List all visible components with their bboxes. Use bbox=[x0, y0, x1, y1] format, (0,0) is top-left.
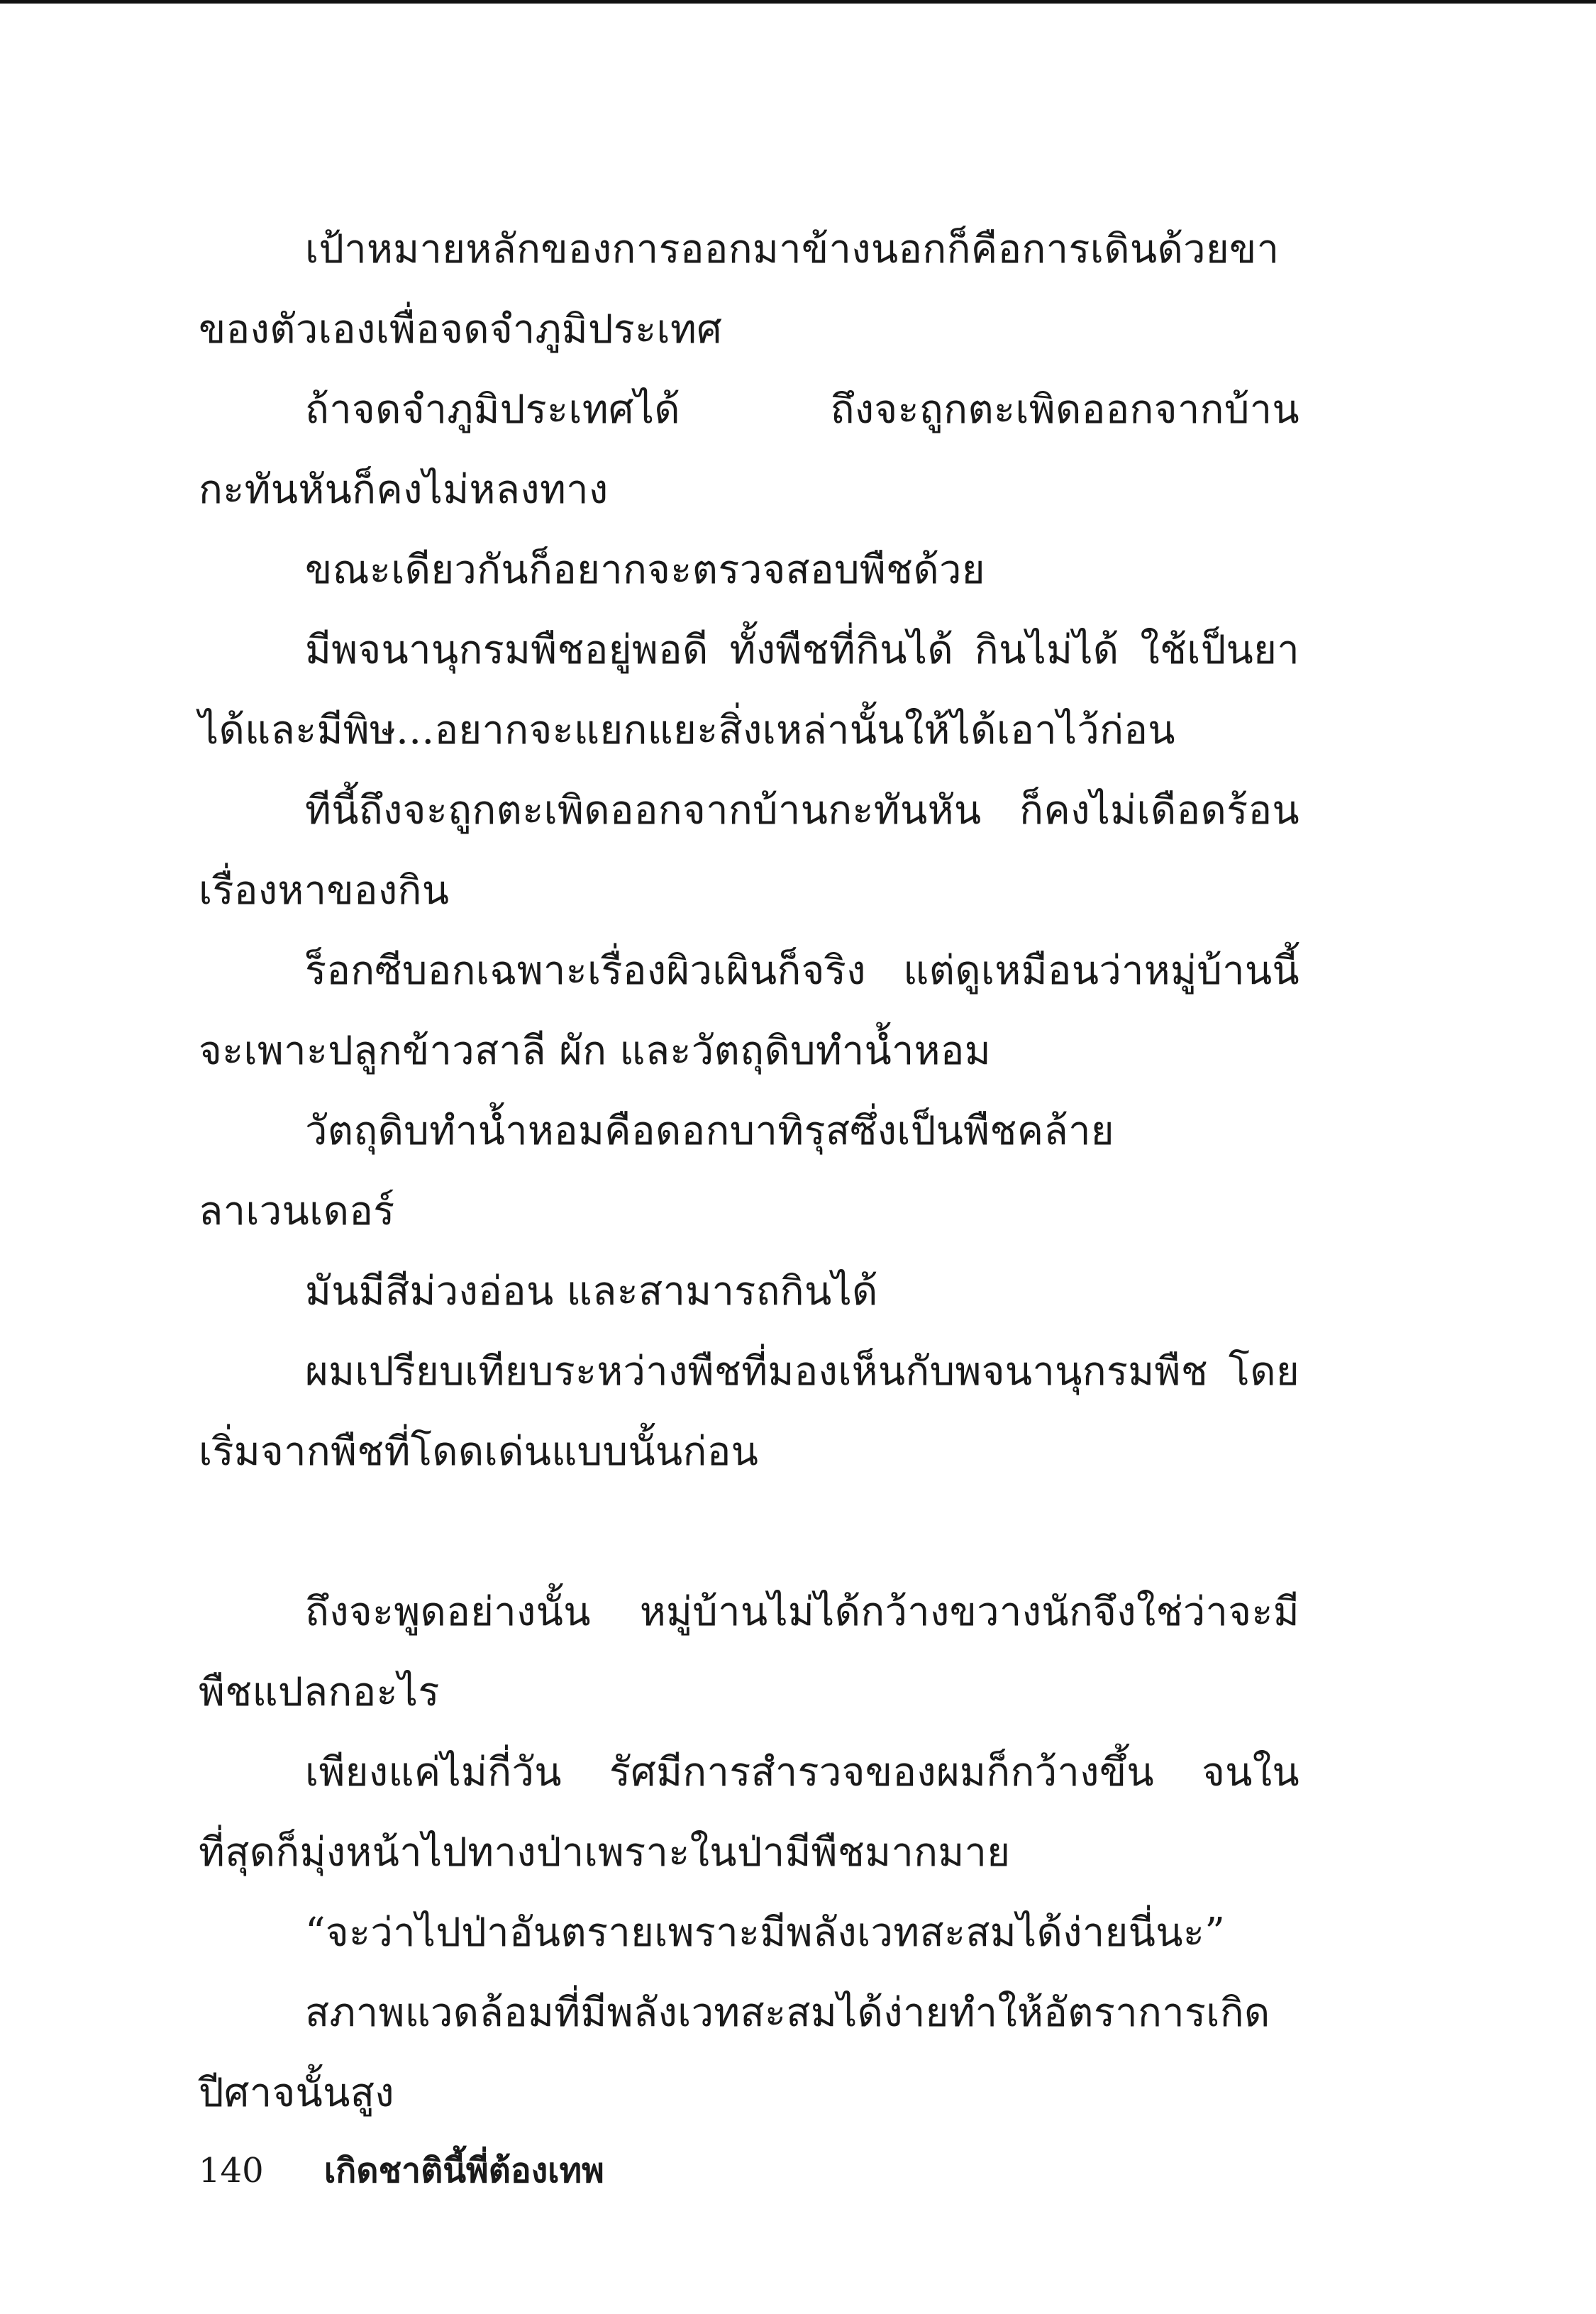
paragraph: วัตถุดิบทำน้ำหอมคือดอกบาทิรุสซึ่งเป็นพืชคล้ายลาเวนเดอร์ bbox=[199, 1108, 1114, 1234]
paragraph: มันมีสีม่วงอ่อน และสามารถกินได้ bbox=[305, 1268, 878, 1314]
paragraph: มีพจนานุกรมพืชอยู่พอดี ทั้งพืชที่กินได้ กินไม่ได้ ใช้เป็นยาได้และมีพิษ...อยากจะแยกแยะสิ่งเหล่านั้นให้ได้เอาไว้ก่อน bbox=[199, 627, 1299, 753]
paragraph: ทีนี้ถึงจะถูกตะเพิดออกจากบ้านกะทันหัน ก็คงไม่เดือดร้อนเรื่องหาของกิน bbox=[199, 787, 1299, 914]
body-text bbox=[199, 209, 1299, 2133]
paragraph: ถึงจะพูดอย่างนั้น หมู่บ้านไม่ได้กว้างขวางนักจึงใช่ว่าจะมีพืชแปลกอะไร bbox=[199, 1589, 1299, 1715]
paragraph: ขณะเดียวกันก็อยากจะตรวจสอบพืชด้วย bbox=[305, 547, 985, 593]
scene-break bbox=[199, 1492, 1299, 1572]
paragraph: เป้าหมายหลักของการออกมาข้างนอกก็คือการเดินด้วยขาของตัวเองเพื่อจดจำภูมิประเทศ bbox=[199, 226, 1280, 353]
paragraph: ผมเปรียบเทียบระหว่างพืชที่มองเห็นกับพจนานุกรมพืช โดยเริ่มจากพืชที่โดดเด่นแบบนั้นก่อน bbox=[199, 1349, 1299, 1475]
paragraph: ร็อกซีบอกเฉพาะเรื่องผิวเผินก็จริง แต่ดูเหมือนว่าหมู่บ้านนี้จะเพาะปลูกข้าวสาลี ผัก และวัตถุดิบทำน้ำหอม bbox=[199, 948, 1299, 1074]
paragraph: “จะว่าไปป่าอันตรายเพราะมีพลังเวทสะสมได้ง่ายนี่นะ” bbox=[305, 1910, 1226, 1956]
paragraph: เพียงแค่ไม่กี่วัน รัศมีการสำรวจของผมก็กว้างขึ้น จนในที่สุดก็มุ่งหน้าไปทางป่าเพราะในป่ามีพืชมากมาย bbox=[199, 1749, 1299, 1876]
page-number: 140 bbox=[199, 2151, 264, 2191]
page-footer bbox=[199, 2149, 604, 2192]
paragraph: สภาพแวดล้อมที่มีพลังเวทสะสมได้ง่ายทำให้อัตราการเกิดปีศาจนั้นสูง bbox=[199, 1990, 1270, 2116]
top-border-rule bbox=[0, 0, 1596, 4]
paragraph: ถ้าจดจำภูมิประเทศได้ ถึงจะถูกตะเพิดออกจากบ้านกะทันหันก็คงไม่หลงทาง bbox=[199, 387, 1299, 513]
book-title: เกิดชาตินี้พี่ต้องเทพ bbox=[323, 2151, 604, 2191]
